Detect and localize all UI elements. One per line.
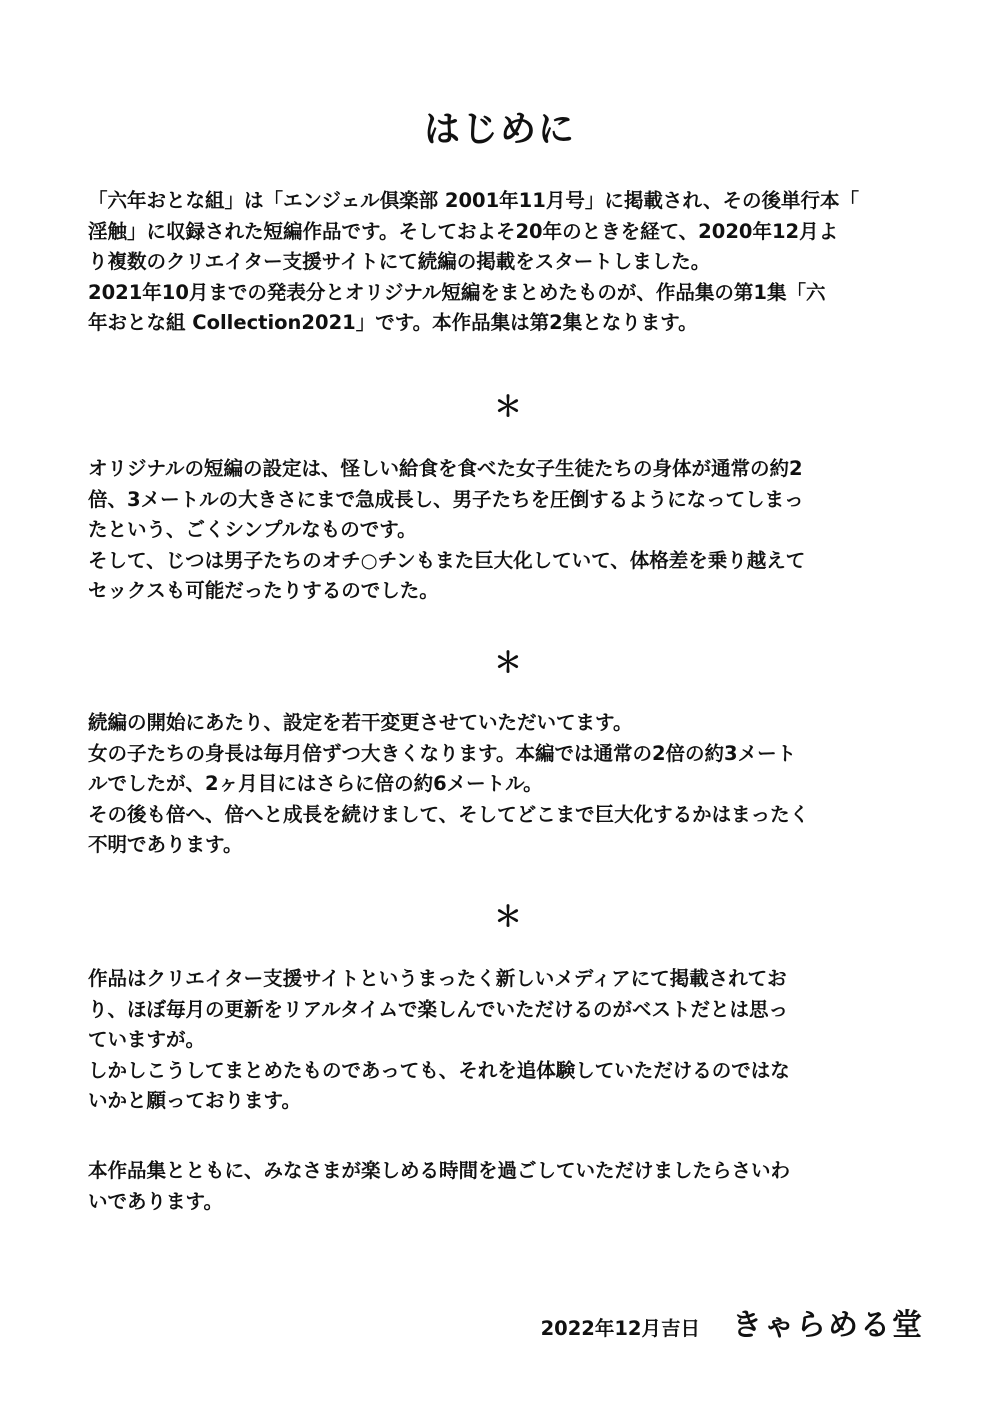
signature: [541, 1300, 924, 1344]
text-line: オリジナルの短編の設定は、怪しい給食を食べた女子生徒たちの身体が通常の約2: [88, 457, 803, 480]
text-line: 年おとな組 Collection2021」です。本作品集は第2集となります。: [88, 311, 698, 334]
paragraph-intro: [88, 186, 928, 339]
paragraph-media: [88, 964, 928, 1117]
text-line: ルでしたが、2ヶ月目にはさらに倍の約6メートル。: [88, 772, 543, 795]
paragraph-closing: [88, 1156, 928, 1217]
text-line: 本作品集とともに、みなさまが楽しめる時間を過ごしていただけましたらさいわ: [88, 1159, 791, 1182]
text-line: いであります。: [88, 1189, 223, 1213]
page-title: はじめに: [423, 109, 576, 150]
text-line: 2021年10月までの発表分とオリジナル短編をまとめたものが、作品集の第1集「六: [88, 280, 826, 304]
separator-asterisk: ＊: [493, 390, 522, 423]
paragraph-changes: [88, 708, 928, 861]
text-line: り、ほぼ毎月の更新をリアルタイムで楽しんでいただけるのがベストだとは思っ: [88, 997, 789, 1021]
text-line: その後も倍へ、倍へと成長を続けまして、そしてどこまで巨大化するかはまったく: [88, 802, 810, 826]
text-line: そして、じつは男子たちのオチ○チンもまた巨大化していて、体格差を乗り越えて: [88, 548, 806, 572]
text-line: 淫触」に収録された短編作品です。そしておよそ20年のときを経て、2020年12月よ: [88, 219, 839, 243]
text-line: り複数のクリエイター支援サイトにて続編の掲載をスタートしました。: [88, 250, 711, 273]
signature-author: きゃらめる堂: [732, 1308, 924, 1343]
text-line: 作品はクリエイター支援サイトというまったく新しいメディアにて掲載されてお: [88, 967, 787, 990]
paragraph-setting: [88, 454, 928, 607]
separator-asterisk: ＊: [493, 900, 522, 933]
text-line: 続編の開始にあたり、設定を若干変更させていただいてます。: [88, 711, 633, 734]
text-line: 女の子たちの身長は毎月倍ずつ大きくなります。本編では通常の2倍の約3メート: [88, 741, 797, 765]
text-line: ていますが。: [88, 1028, 206, 1051]
text-line: 倍、3メートルの大きさにまで急成長し、男子たちを圧倒するようになってしまっ: [88, 487, 804, 511]
text-line: しかしこうしてまとめたものであっても、それを追体験していただけるのではな: [88, 1058, 790, 1082]
text-line: セックスも可能だったりするのでした。: [88, 579, 439, 602]
text-line: たという、ごくシンプルなものです。: [88, 518, 417, 541]
text-line: いかと願っております。: [88, 1089, 301, 1112]
text-line: 不明であります。: [88, 833, 243, 856]
text-line: 「六年おとな組」は「エンジェル倶楽部 2001年11月号」に掲載され、その後単行本「: [88, 189, 859, 212]
separator-asterisk: ＊: [493, 646, 522, 679]
signature-date: 2022年12月吉日: [540, 1317, 700, 1340]
